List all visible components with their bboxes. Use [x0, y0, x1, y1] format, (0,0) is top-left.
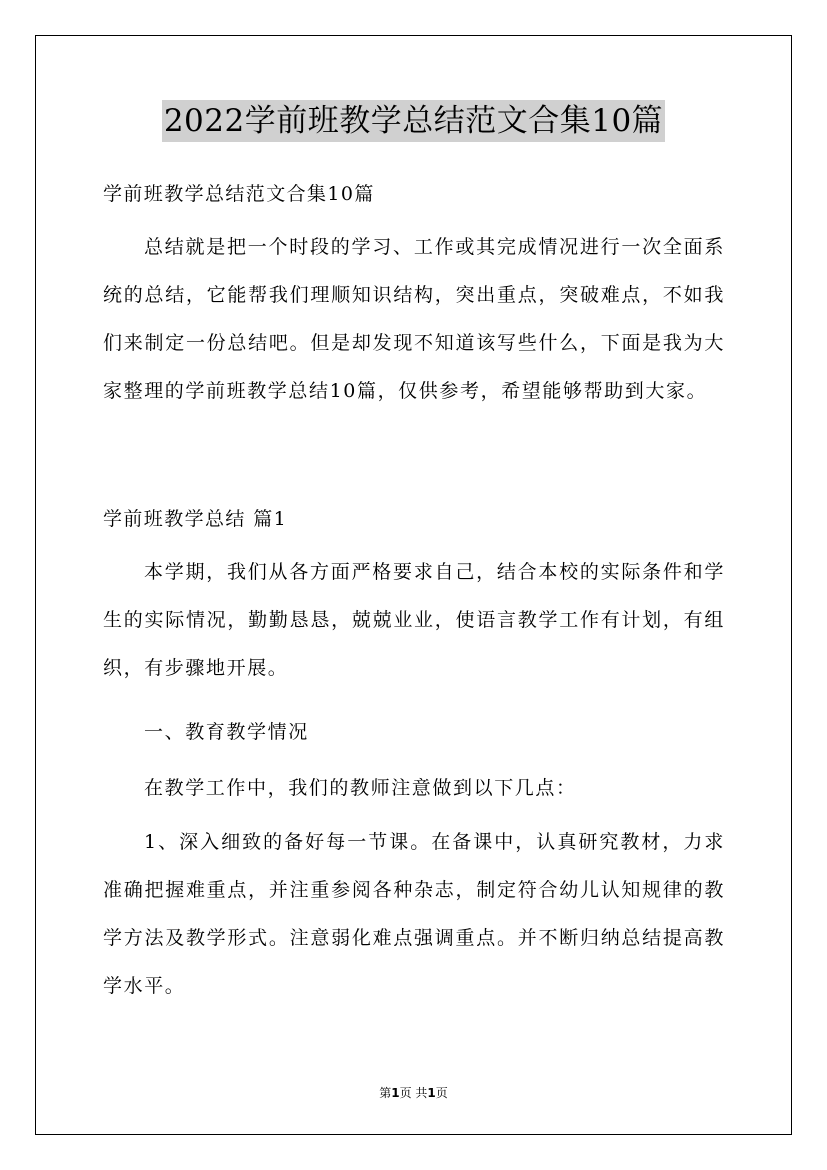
section-paragraph-3: 1、深入细致的备好每一节课。在备课中，认真研究教材，力求准确把握难重点，并注重参阅各种杂志，制定符合幼儿认知规律的教学方法及教学形式。注意弱化难点强调重点。并不断归纳总结提高教学水平。	[103, 831, 725, 997]
document-title: 2022学前班教学总结范文合集10篇	[162, 100, 665, 142]
section-heading: 学前班教学总结 篇1	[103, 508, 288, 530]
section-subheading: 一、教育教学情况	[144, 721, 309, 743]
footer-page-suffix: 页	[435, 1086, 448, 1100]
section-paragraph-1: 本学期，我们从各方面严格要求自己，结合本校的实际条件和学生的实际情况，勤勤恳恳，兢兢业业，使语言教学工作有计划，有组织，有步骤地开展。	[103, 561, 725, 679]
footer-page-number: 1	[391, 1086, 400, 1100]
title-container	[0, 100, 827, 142]
section-paragraph-2: 在教学工作中，我们的教师注意做到以下几点：	[144, 777, 577, 799]
footer-page-prefix: 第	[379, 1086, 392, 1100]
intro-paragraph: 总结就是把一个时段的学习、工作或其完成情况进行一次全面系统的总结，它能帮我们理顺知识结构，突出重点，突破难点，不如我们来制定一份总结吧。但是却发现不知道该写些什么，下面是我为大家整理的学前班教学总结10篇，仅供参考，希望能够帮助到大家。	[103, 236, 725, 402]
page-footer	[0, 1084, 827, 1101]
document-subtitle: 学前班教学总结范文合集10篇	[103, 183, 375, 205]
footer-page-total: 1	[427, 1086, 436, 1100]
footer-page-mid: 页 共	[399, 1086, 428, 1100]
